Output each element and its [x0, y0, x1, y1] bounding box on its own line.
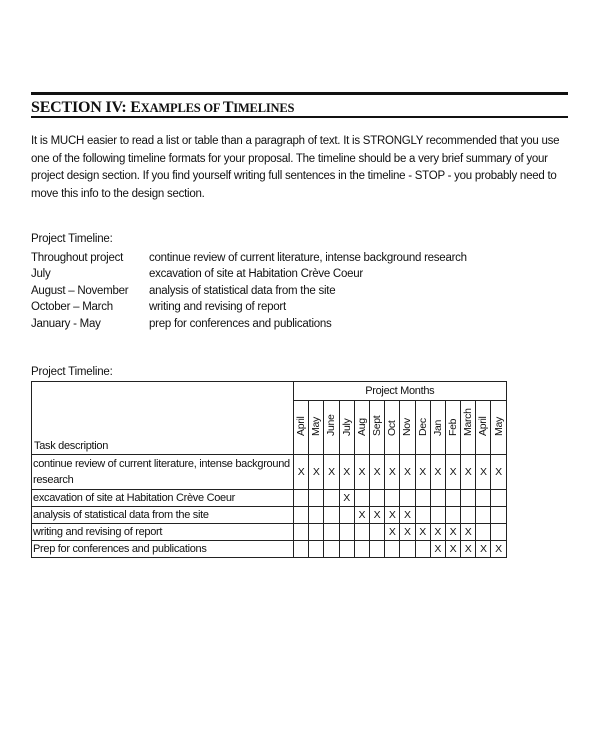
month-cell: X: [385, 455, 400, 490]
month-label: June: [325, 414, 338, 436]
month-cell: [354, 541, 369, 558]
month-cell: X: [339, 490, 354, 507]
task-cell: continue review of current literature, intense background research: [32, 455, 294, 490]
month-cell: [461, 490, 476, 507]
month-cell: X: [430, 541, 445, 558]
month-label: Feb: [446, 418, 459, 436]
month-cell: X: [339, 455, 354, 490]
month-cell: X: [369, 507, 384, 524]
month-cell: X: [385, 524, 400, 541]
month-cell: X: [445, 541, 460, 558]
month-cell: X: [491, 541, 506, 558]
section-heading: [31, 99, 294, 117]
month-header: [491, 401, 506, 455]
table-row: [32, 524, 507, 541]
month-header: [309, 401, 324, 455]
table-row: [32, 455, 507, 490]
month-cell: X: [354, 455, 369, 490]
month-cell: X: [430, 524, 445, 541]
list-timeline-item: [31, 299, 467, 315]
table-row: [32, 490, 507, 507]
month-cell: X: [385, 507, 400, 524]
month-header: [430, 401, 445, 455]
month-cell: X: [430, 455, 445, 490]
timeline-period: January - May: [31, 317, 101, 330]
timeline-activity: writing and revising of report: [149, 301, 286, 314]
timeline-period: August – November: [31, 284, 129, 297]
month-cell: X: [354, 507, 369, 524]
month-label: Aug: [355, 418, 368, 436]
timeline-table: [31, 381, 507, 558]
timeline-activity: prep for conferences and publications: [149, 317, 332, 330]
month-cell: X: [400, 507, 415, 524]
month-cell: [491, 524, 506, 541]
month-cell: [294, 490, 309, 507]
month-cell: [385, 541, 400, 558]
timeline-period: July: [31, 268, 51, 281]
task-cell: analysis of statistical data from the site: [32, 507, 294, 524]
month-cell: [369, 541, 384, 558]
task-cell: writing and revising of report: [32, 524, 294, 541]
intro-paragraph: It is MUCH easier to read a list or table than a paragraph of text. It is STRONGLY recommended that you use one of the following timeline formats for your proposal. The timeline should be a very brief summary of your project design section. If you find yourself writing full sentences in the timeline - STOP - you probably need to move this info to the design section.: [31, 135, 560, 200]
task-cell: Prep for conferences and publications: [32, 541, 294, 558]
heading-part: SECTION IV: E: [31, 99, 141, 116]
task-description-header: Task description: [32, 382, 294, 455]
month-cell: [476, 524, 491, 541]
month-cell: X: [445, 524, 460, 541]
month-header: [476, 401, 491, 455]
heading-part: T: [222, 99, 234, 116]
month-header: [369, 401, 384, 455]
month-cell: [324, 490, 339, 507]
list-timeline-item: [31, 283, 467, 299]
top-rule: [31, 92, 568, 95]
month-cell: X: [400, 455, 415, 490]
month-label: April: [477, 416, 490, 436]
project-months-header: Project Months: [294, 382, 507, 401]
month-header: [339, 401, 354, 455]
month-header: [415, 401, 430, 455]
month-cell: [309, 507, 324, 524]
month-cell: [324, 541, 339, 558]
month-cell: [309, 541, 324, 558]
month-cell: [400, 490, 415, 507]
month-cell: X: [369, 455, 384, 490]
month-cell: X: [324, 455, 339, 490]
month-cell: [294, 507, 309, 524]
month-label: Nov: [401, 418, 414, 436]
month-header: [294, 401, 309, 455]
month-cell: [415, 541, 430, 558]
month-cell: [491, 490, 506, 507]
month-cell: X: [415, 524, 430, 541]
month-cell: [491, 507, 506, 524]
month-cell: [294, 524, 309, 541]
heading-underline: [31, 116, 568, 118]
month-cell: X: [476, 541, 491, 558]
list-timeline-item: [31, 316, 467, 332]
month-cell: [324, 524, 339, 541]
month-cell: [385, 490, 400, 507]
month-header: [400, 401, 415, 455]
month-cell: [324, 507, 339, 524]
month-cell: X: [415, 455, 430, 490]
month-label: Jan: [431, 419, 444, 436]
month-cell: [369, 524, 384, 541]
month-cell: [461, 507, 476, 524]
month-cell: [339, 541, 354, 558]
timeline-period: Throughout project: [31, 252, 124, 264]
timeline-activity: excavation of site at Habitation Crève Coeur: [149, 268, 364, 281]
month-cell: [339, 524, 354, 541]
month-cell: X: [461, 455, 476, 490]
month-cell: X: [400, 524, 415, 541]
month-cell: [309, 490, 324, 507]
month-header: [354, 401, 369, 455]
month-cell: [294, 541, 309, 558]
month-label: April: [295, 416, 308, 436]
list-timeline-item: [31, 250, 467, 266]
month-header: [461, 401, 476, 455]
month-cell: [354, 524, 369, 541]
month-cell: [354, 490, 369, 507]
month-cell: [309, 524, 324, 541]
month-cell: [339, 507, 354, 524]
month-label: March: [462, 408, 475, 436]
heading-part: XAMPLES OF: [140, 101, 223, 115]
timeline-activity: continue review of current literature, intense background research: [149, 252, 467, 264]
month-label: Oct: [386, 420, 399, 436]
month-cell: X: [461, 541, 476, 558]
table-timeline-title: Project Timeline:: [31, 366, 113, 378]
month-cell: X: [461, 524, 476, 541]
month-cell: [476, 507, 491, 524]
month-label: Dec: [416, 418, 429, 436]
month-cell: [476, 490, 491, 507]
month-header: [445, 401, 460, 455]
list-timeline-title: Project Timeline:: [31, 233, 113, 245]
heading-part: IMELINES: [233, 101, 295, 115]
table-row: [32, 507, 507, 524]
task-cell: excavation of site at Habitation Crève Coeur: [32, 490, 294, 507]
list-timeline-item: [31, 266, 467, 282]
month-cell: X: [476, 455, 491, 490]
month-header: [385, 401, 400, 455]
month-cell: [445, 490, 460, 507]
month-cell: [369, 490, 384, 507]
month-cell: [415, 490, 430, 507]
month-label: May: [310, 417, 323, 436]
list-timeline: [31, 250, 467, 332]
month-cell: X: [445, 455, 460, 490]
month-cell: [445, 507, 460, 524]
timeline-activity: analysis of statistical data from the site: [149, 284, 336, 297]
month-cell: [430, 490, 445, 507]
month-cell: [400, 541, 415, 558]
month-cell: X: [294, 455, 309, 490]
month-label: Sept: [371, 415, 384, 436]
month-label: July: [340, 418, 353, 436]
month-header: [324, 401, 339, 455]
month-label: May: [492, 417, 505, 436]
month-cell: X: [491, 455, 506, 490]
month-cell: [415, 507, 430, 524]
table-row: [32, 541, 507, 558]
month-cell: X: [309, 455, 324, 490]
timeline-period: October – March: [31, 301, 113, 314]
month-cell: [430, 507, 445, 524]
